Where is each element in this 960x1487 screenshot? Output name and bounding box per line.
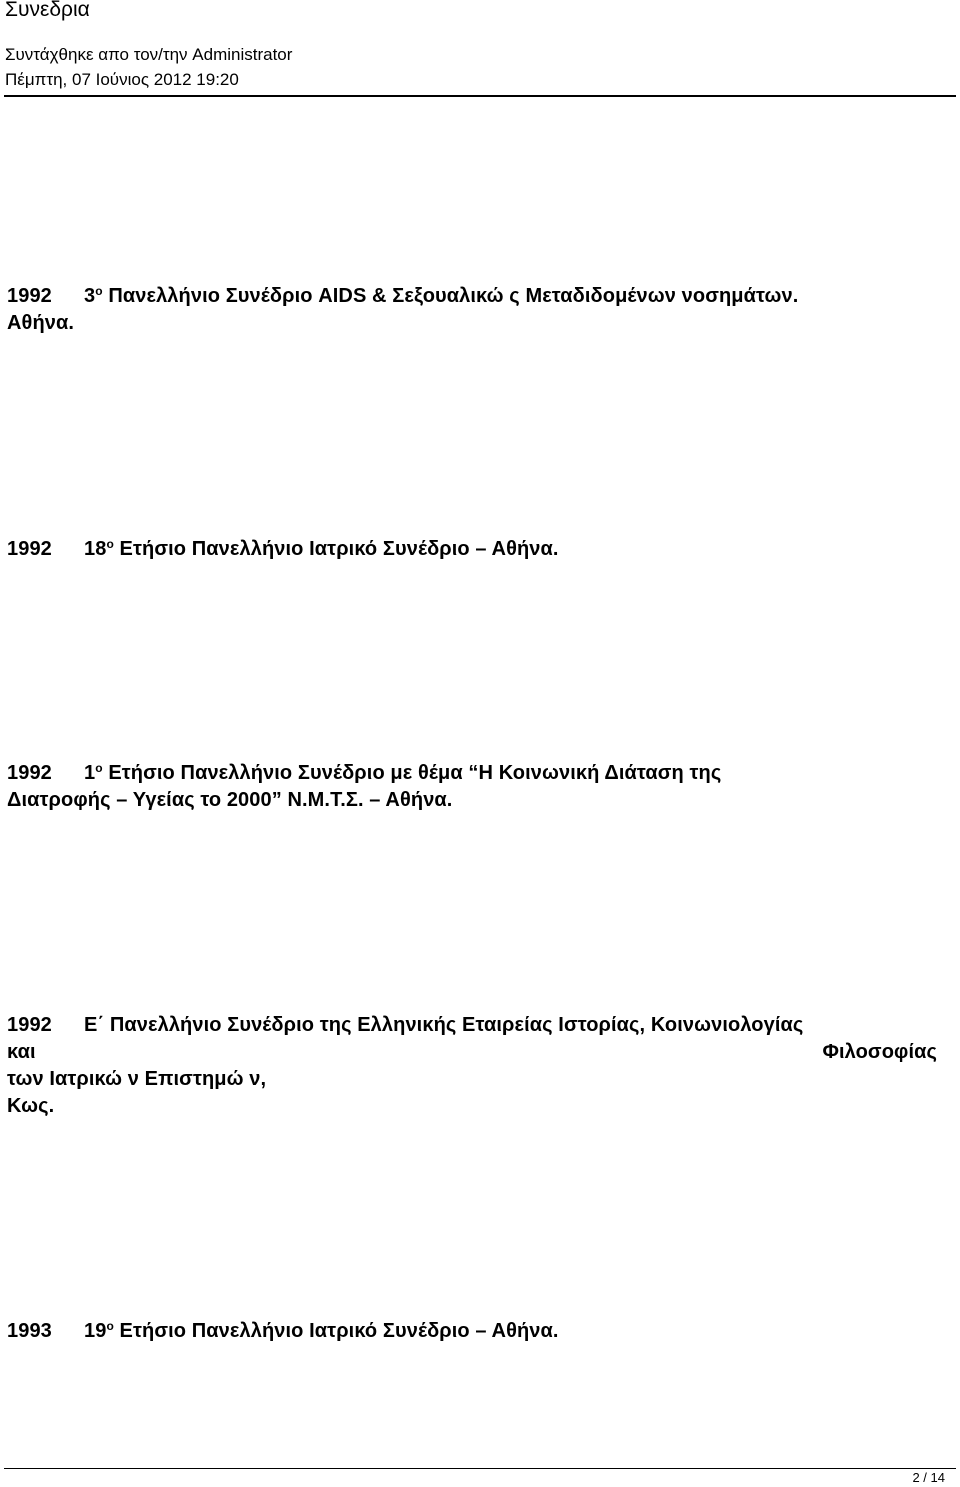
page-title: Συνεδρια <box>5 0 90 21</box>
entry-ordinal: 19 <box>84 1320 107 1342</box>
conference-entry <box>7 283 937 337</box>
entry-title-continued: Κως. <box>7 1095 55 1117</box>
entry-ordinal-suffix: ο <box>95 761 103 775</box>
conference-entry <box>7 1012 937 1120</box>
footer-divider <box>4 1468 956 1469</box>
entry-title-continued: και Φιλοσοφίας <box>7 1041 937 1063</box>
entry-ordinal-suffix: ο <box>95 284 103 298</box>
entry-title-continued: Αθήνα. <box>7 312 75 334</box>
conference-entry <box>7 760 937 814</box>
entry-year: 1992 <box>7 538 52 560</box>
header-divider <box>4 95 956 97</box>
author-line: Συντάχθηκε απο τον/την Administrator <box>5 45 293 64</box>
entry-title: Ε΄ Πανελλήνιο Συνέδριο της Ελληνικής Εταιρείας Ιστορίας, Κοινωνιολογίας <box>84 1014 804 1036</box>
entry-title: Ετήσιο Πανελλήνιο Ιατρικό Συνέδριο – Αθήνα. <box>113 538 559 560</box>
entry-ordinal-suffix: ο <box>106 537 114 551</box>
entry-title: Ετήσιο Πανελλήνιο Ιατρικό Συνέδριο – Αθήνα. <box>113 1320 559 1342</box>
conference-entry <box>7 536 937 563</box>
entry-line <box>7 1012 937 1039</box>
entry-title: Πανελλήνιο Συνέδριο AIDS & Σεξουαλικώ ς Μεταδιδομένων νοσημάτων. <box>102 285 799 307</box>
entry-year: 1992 <box>7 1014 52 1036</box>
entry-ordinal: 1 <box>84 762 96 784</box>
entry-title-continued: Διατροφής – Υγείας το 2000” Ν.Μ.Τ.Σ. – Αθήνα. <box>7 789 453 811</box>
entry-title-continued: των Ιατρικώ ν Επιστημώ ν, <box>7 1068 267 1090</box>
entry-ordinal: 18 <box>84 538 107 560</box>
conference-entry <box>7 1318 937 1345</box>
entry-year: 1992 <box>7 762 52 784</box>
entry-ordinal: 3 <box>84 285 96 307</box>
entry-title: Ετήσιο Πανελλήνιο Συνέδριο με θέμα “Η Κοινωνική Διάταση της <box>102 762 722 784</box>
page-number: 2 / 14 <box>912 1470 945 1485</box>
entry-year: 1993 <box>7 1320 52 1342</box>
date-line: Πέμπτη, 07 Ιούνιος 2012 19:20 <box>5 70 239 89</box>
entry-year: 1992 <box>7 285 52 307</box>
entry-ordinal-suffix: ο <box>106 1319 114 1333</box>
